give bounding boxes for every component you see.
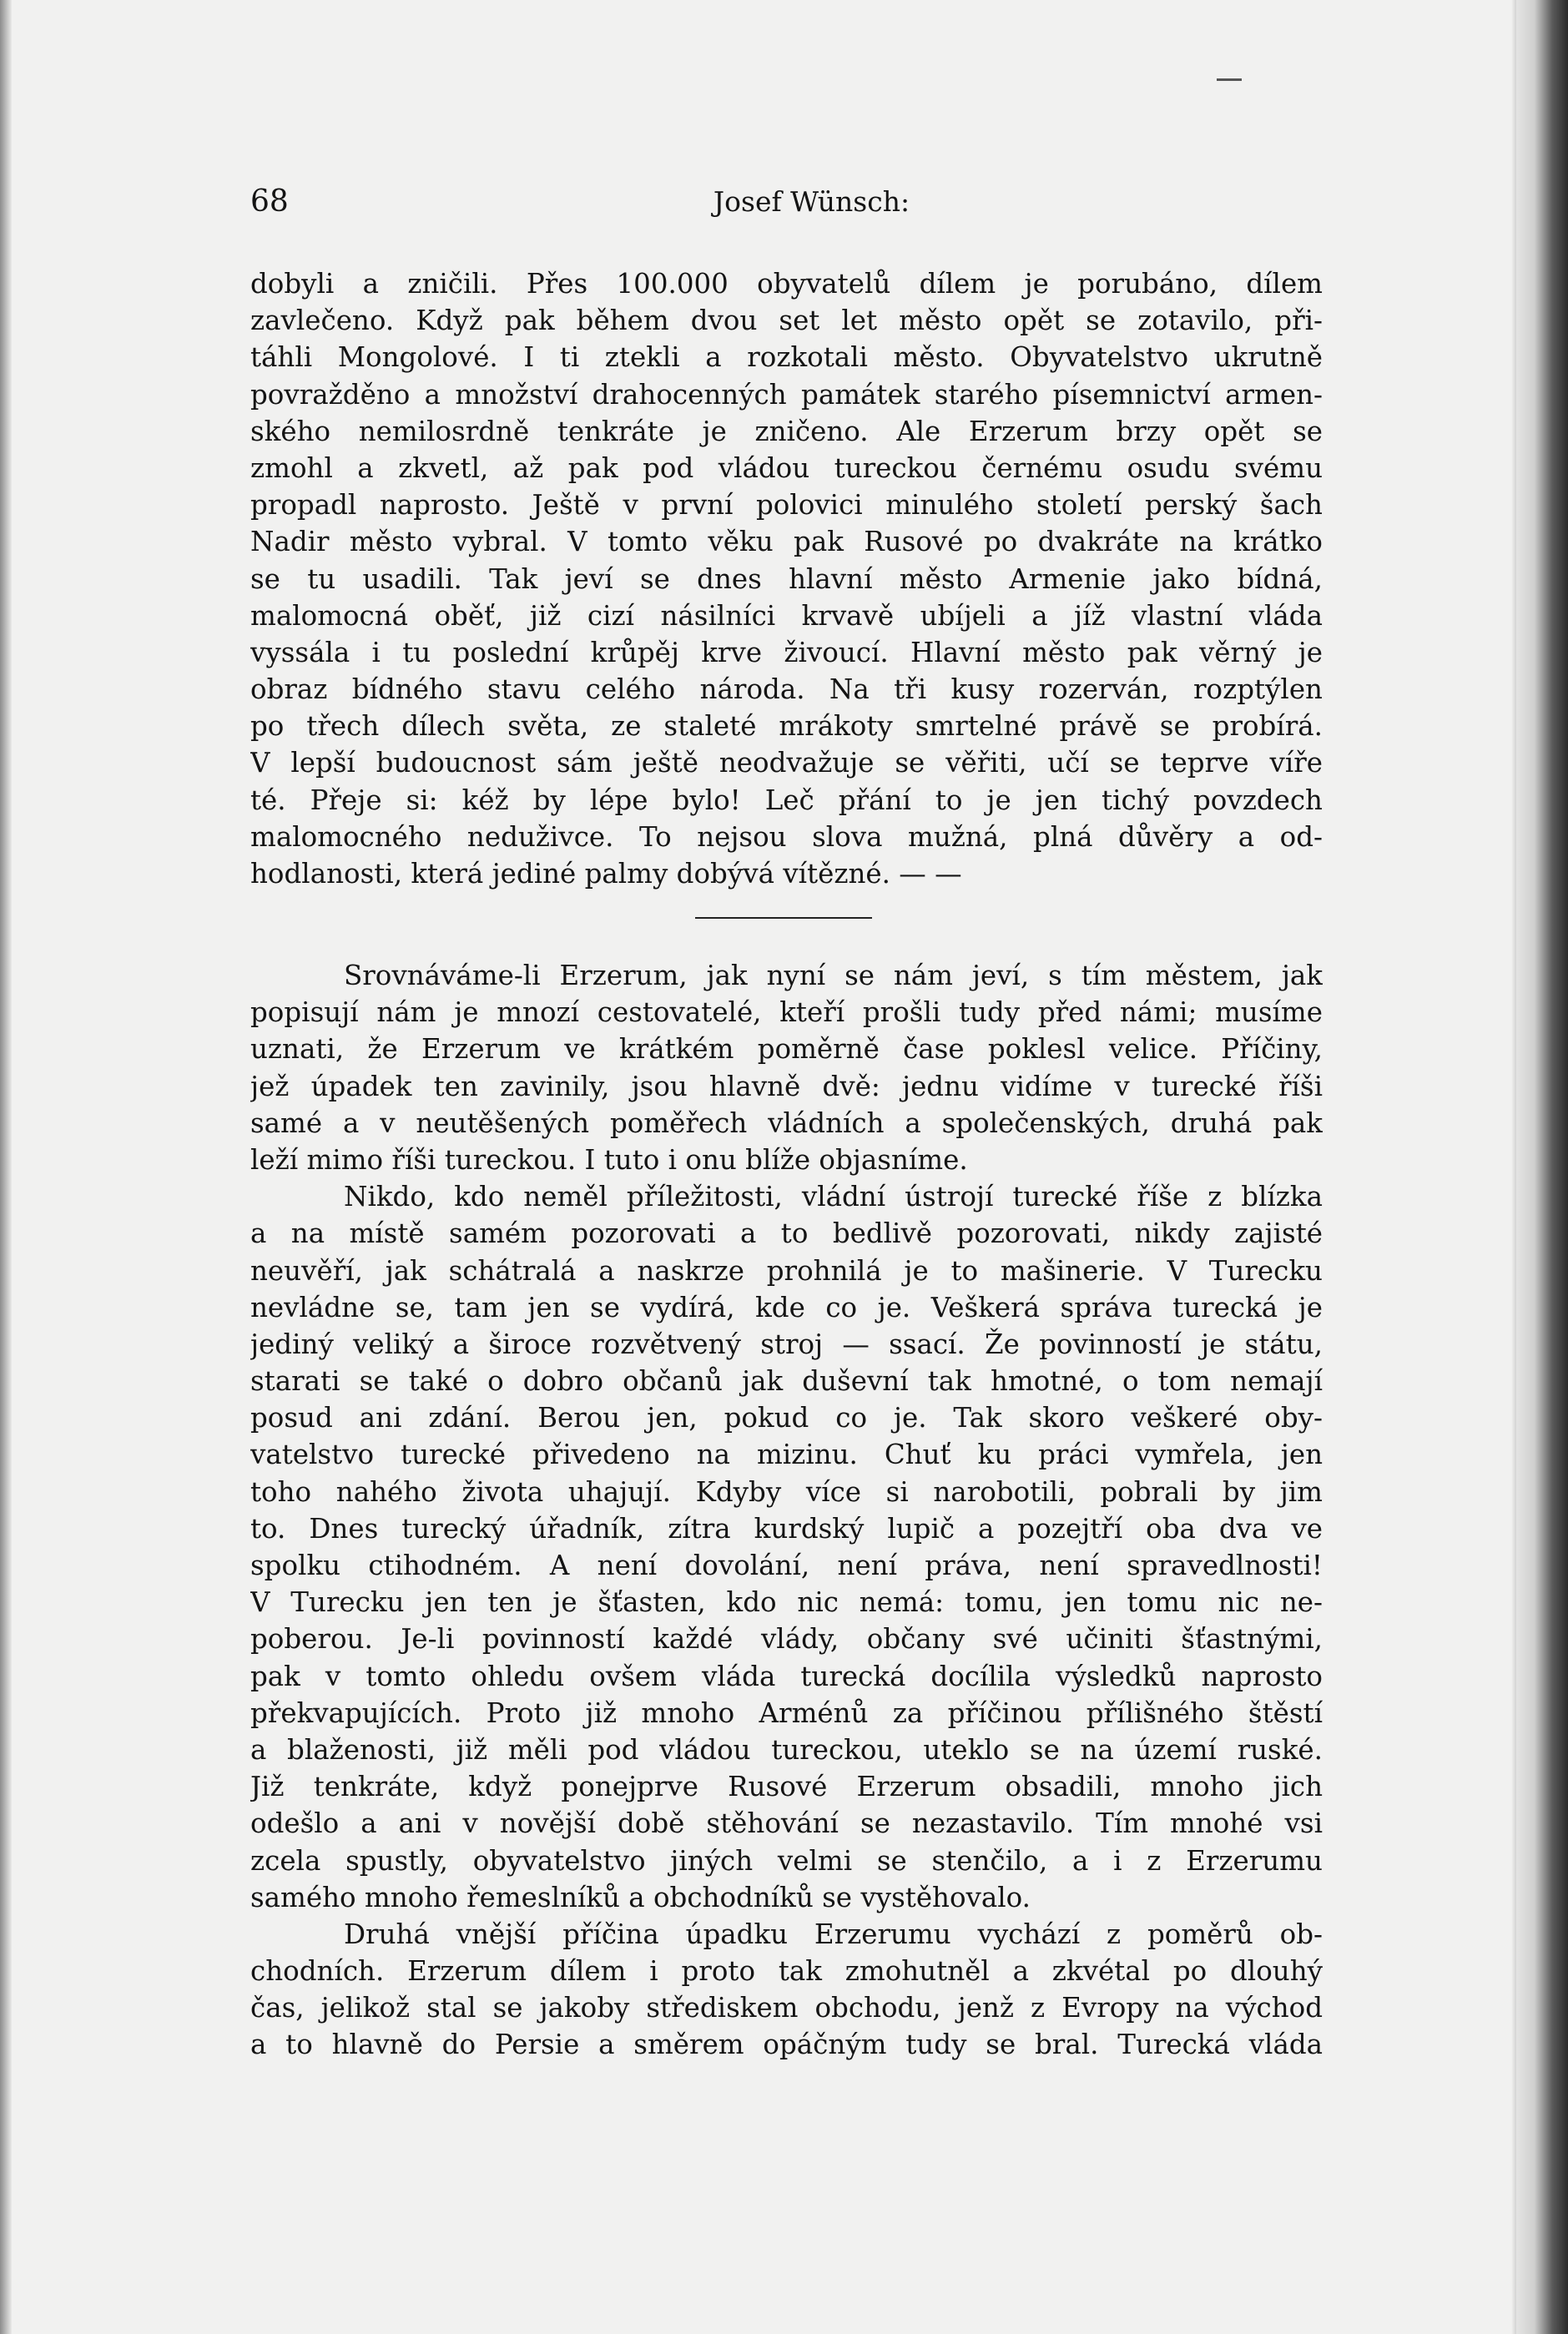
text-line: zmohl a zkvetl, až pak pod vládou tureckou černému osudu svému: [250, 451, 1323, 484]
text-line: to. Dnes turecký úřadník, zítra kurdský lupič a pozejtří oba dva ve: [250, 1512, 1323, 1545]
text-line: Druhá vnější příčina úpadku Erzerumu vychází z poměrů ob-: [344, 1918, 1323, 1950]
text-line: ského nemilosrdně tenkráte je zničeno. Ale Erzerum brzy opět se: [250, 415, 1323, 447]
text-line: povražděno a množství drahocenných památek starého písemnictví armen-: [250, 378, 1323, 411]
text-line: leží mimo říši tureckou. I tuto i onu blíže objasníme.: [250, 1143, 968, 1176]
section-divider: [695, 917, 872, 919]
text-line: V lepší budoucnost sám ještě neodvažuje se věřiti, učí se teprve víře: [250, 747, 1323, 779]
text-line: Nikdo, kdo neměl příležitosti, vládní ústrojí turecké říše z blízka: [344, 1181, 1323, 1213]
text-line: toho nahého života uhajují. Kdyby více si narobotili, pobrali by jim: [250, 1475, 1323, 1508]
text-line: uznati, že Erzerum ve krátkém poměrně čase poklesl velice. Příčiny,: [250, 1033, 1323, 1066]
page-header: [250, 185, 1323, 219]
text-line: V Turecku jen ten je šťasten, kdo nic nemá: tomu, jen tomu nic ne-: [250, 1586, 1323, 1619]
text-line: starati se také o dobro občanů jak duševní tak hmotné, o tom nemají: [250, 1365, 1323, 1398]
paragraph-section-1: [250, 265, 1323, 892]
text-line: a to hlavně do Persie a směrem opáčným tudy se bral. Turecká vláda: [250, 2029, 1323, 2061]
text-line: odešlo a ani v novější době stěhování se nezastavilo. Tím mnohé vsi: [250, 1807, 1323, 1840]
scan-shadow-left: [0, 0, 12, 2334]
text-line: pak v tomto ohledu ovšem vláda turecká docílila výsledků naprosto: [250, 1660, 1323, 1692]
text-line: malomocná oběť, již cizí násilníci krvavě ubíjeli a jíž vlastní vláda: [250, 599, 1323, 632]
text-line: zavlečeno. Když pak během dvou set let město opět se zotavilo, při-: [250, 305, 1323, 337]
text-line: té. Přeje si: kéž by lépe bylo! Leč přání to je jen tichý povzdech: [250, 784, 1323, 816]
text-line: Srovnáváme-li Erzerum, jak nyní se nám jeví, s tím městem, jak: [344, 960, 1323, 991]
text-line: čas, jelikož stal se jakoby střediskem obchodu, jenž z Evropy na východ: [250, 1992, 1323, 2024]
text-line: vyssála i tu poslední krůpěj krve živoucí. Hlavní město pak věrný je: [250, 636, 1323, 668]
text-line: samého mnoho řemeslníků a obchodníků se vystěhovalo.: [250, 1881, 1031, 1913]
text-line: malomocného neduživce. To nejsou slova mužná, plná důvěry a od-: [250, 820, 1323, 853]
text-line: po třech dílech světa, ze staleté mrákoty smrtelné právě se probírá.: [250, 710, 1323, 743]
text-line: jež úpadek ten zavinily, jsou hlavně dvě: jednu vidíme v turecké říši: [250, 1070, 1323, 1102]
text-line: hodlanosti, která jediné palmy dobývá vítězné. — —: [250, 858, 962, 890]
text-line: spolku ctihodném. A není dovolání, není práva, není spravedlnosti!: [250, 1550, 1323, 1581]
text-line: propadl naprosto. Ještě v první polovici minulého století perský šach: [250, 489, 1323, 522]
book-spine-shadow: [1516, 0, 1568, 2334]
print-mark: [1217, 78, 1242, 81]
text-line: překvapujících. Proto již mnoho Arménů za příčinou přílišného štěstí: [250, 1696, 1323, 1729]
text-line: poberou. Je-li povinností každé vlády, občany své učiniti šťastnými,: [250, 1623, 1323, 1656]
text-line: popisují nám je mnozí cestovatelé, kteří prošli tudy před námi; musíme: [250, 996, 1323, 1029]
text-line: chodních. Erzerum dílem i proto tak zmohutněl a zkvétal po dlouhý: [250, 1955, 1323, 1988]
text-line: Již tenkráte, když ponejprve Rusové Erzerum obsadili, mnoho jich: [250, 1771, 1323, 1803]
text-line: neuvěří, jak schátralá a naskrze prohnilá je to mašinerie. V Turecku: [250, 1254, 1323, 1287]
text-line: Nadir město vybral. V tomto věku pak Rusové po dvakráte na krátko: [250, 526, 1323, 558]
text-line: vatelstvo turecké přivedeno na mizinu. Chuť ku práci vymřela, jen: [250, 1439, 1323, 1471]
page-number: 68: [250, 184, 289, 219]
text-line: posud ani zdání. Berou jen, pokud co je. Tak skoro veškeré oby-: [250, 1402, 1323, 1434]
text-line: se tu usadili. Tak jeví se dnes hlavní město Armenie jako bídná,: [250, 562, 1323, 595]
text-line: zcela spustly, obyvatelstvo jiných velmi se stenčilo, a i z Erzerumu: [250, 1844, 1323, 1877]
text-line: nevládne se, tam jen se vydírá, kde co je. Veškerá správa turecká je: [250, 1291, 1323, 1323]
running-head: Josef Wünsch:: [713, 185, 910, 218]
text-line: jediný veliký a široce rozvětvený stroj — ssací. Že povinností je státu,: [250, 1328, 1323, 1360]
text-line: a na místě samém pozorovati a to bedlivě pozorovati, nikdy zajisté: [250, 1217, 1323, 1250]
text-line: táhli Mongolové. I ti ztekli a rozkotali město. Obyvatelstvo ukrutně: [250, 341, 1323, 374]
text-line: dobyli a zničili. Přes 100.000 obyvatelů dílem je porubáno, dílem: [250, 268, 1323, 300]
text-line: a blaženosti, již měli pod vládou tureckou, uteklo se na území ruské.: [250, 1733, 1323, 1766]
paragraph-section-2: [250, 957, 1323, 2064]
text-line: samé a v neutěšených poměřech vládních a společenských, druhá pak: [250, 1107, 1323, 1139]
text-line: obraz bídného stavu celého národa. Na tři kusy rozerván, rozptýlen: [250, 673, 1323, 706]
